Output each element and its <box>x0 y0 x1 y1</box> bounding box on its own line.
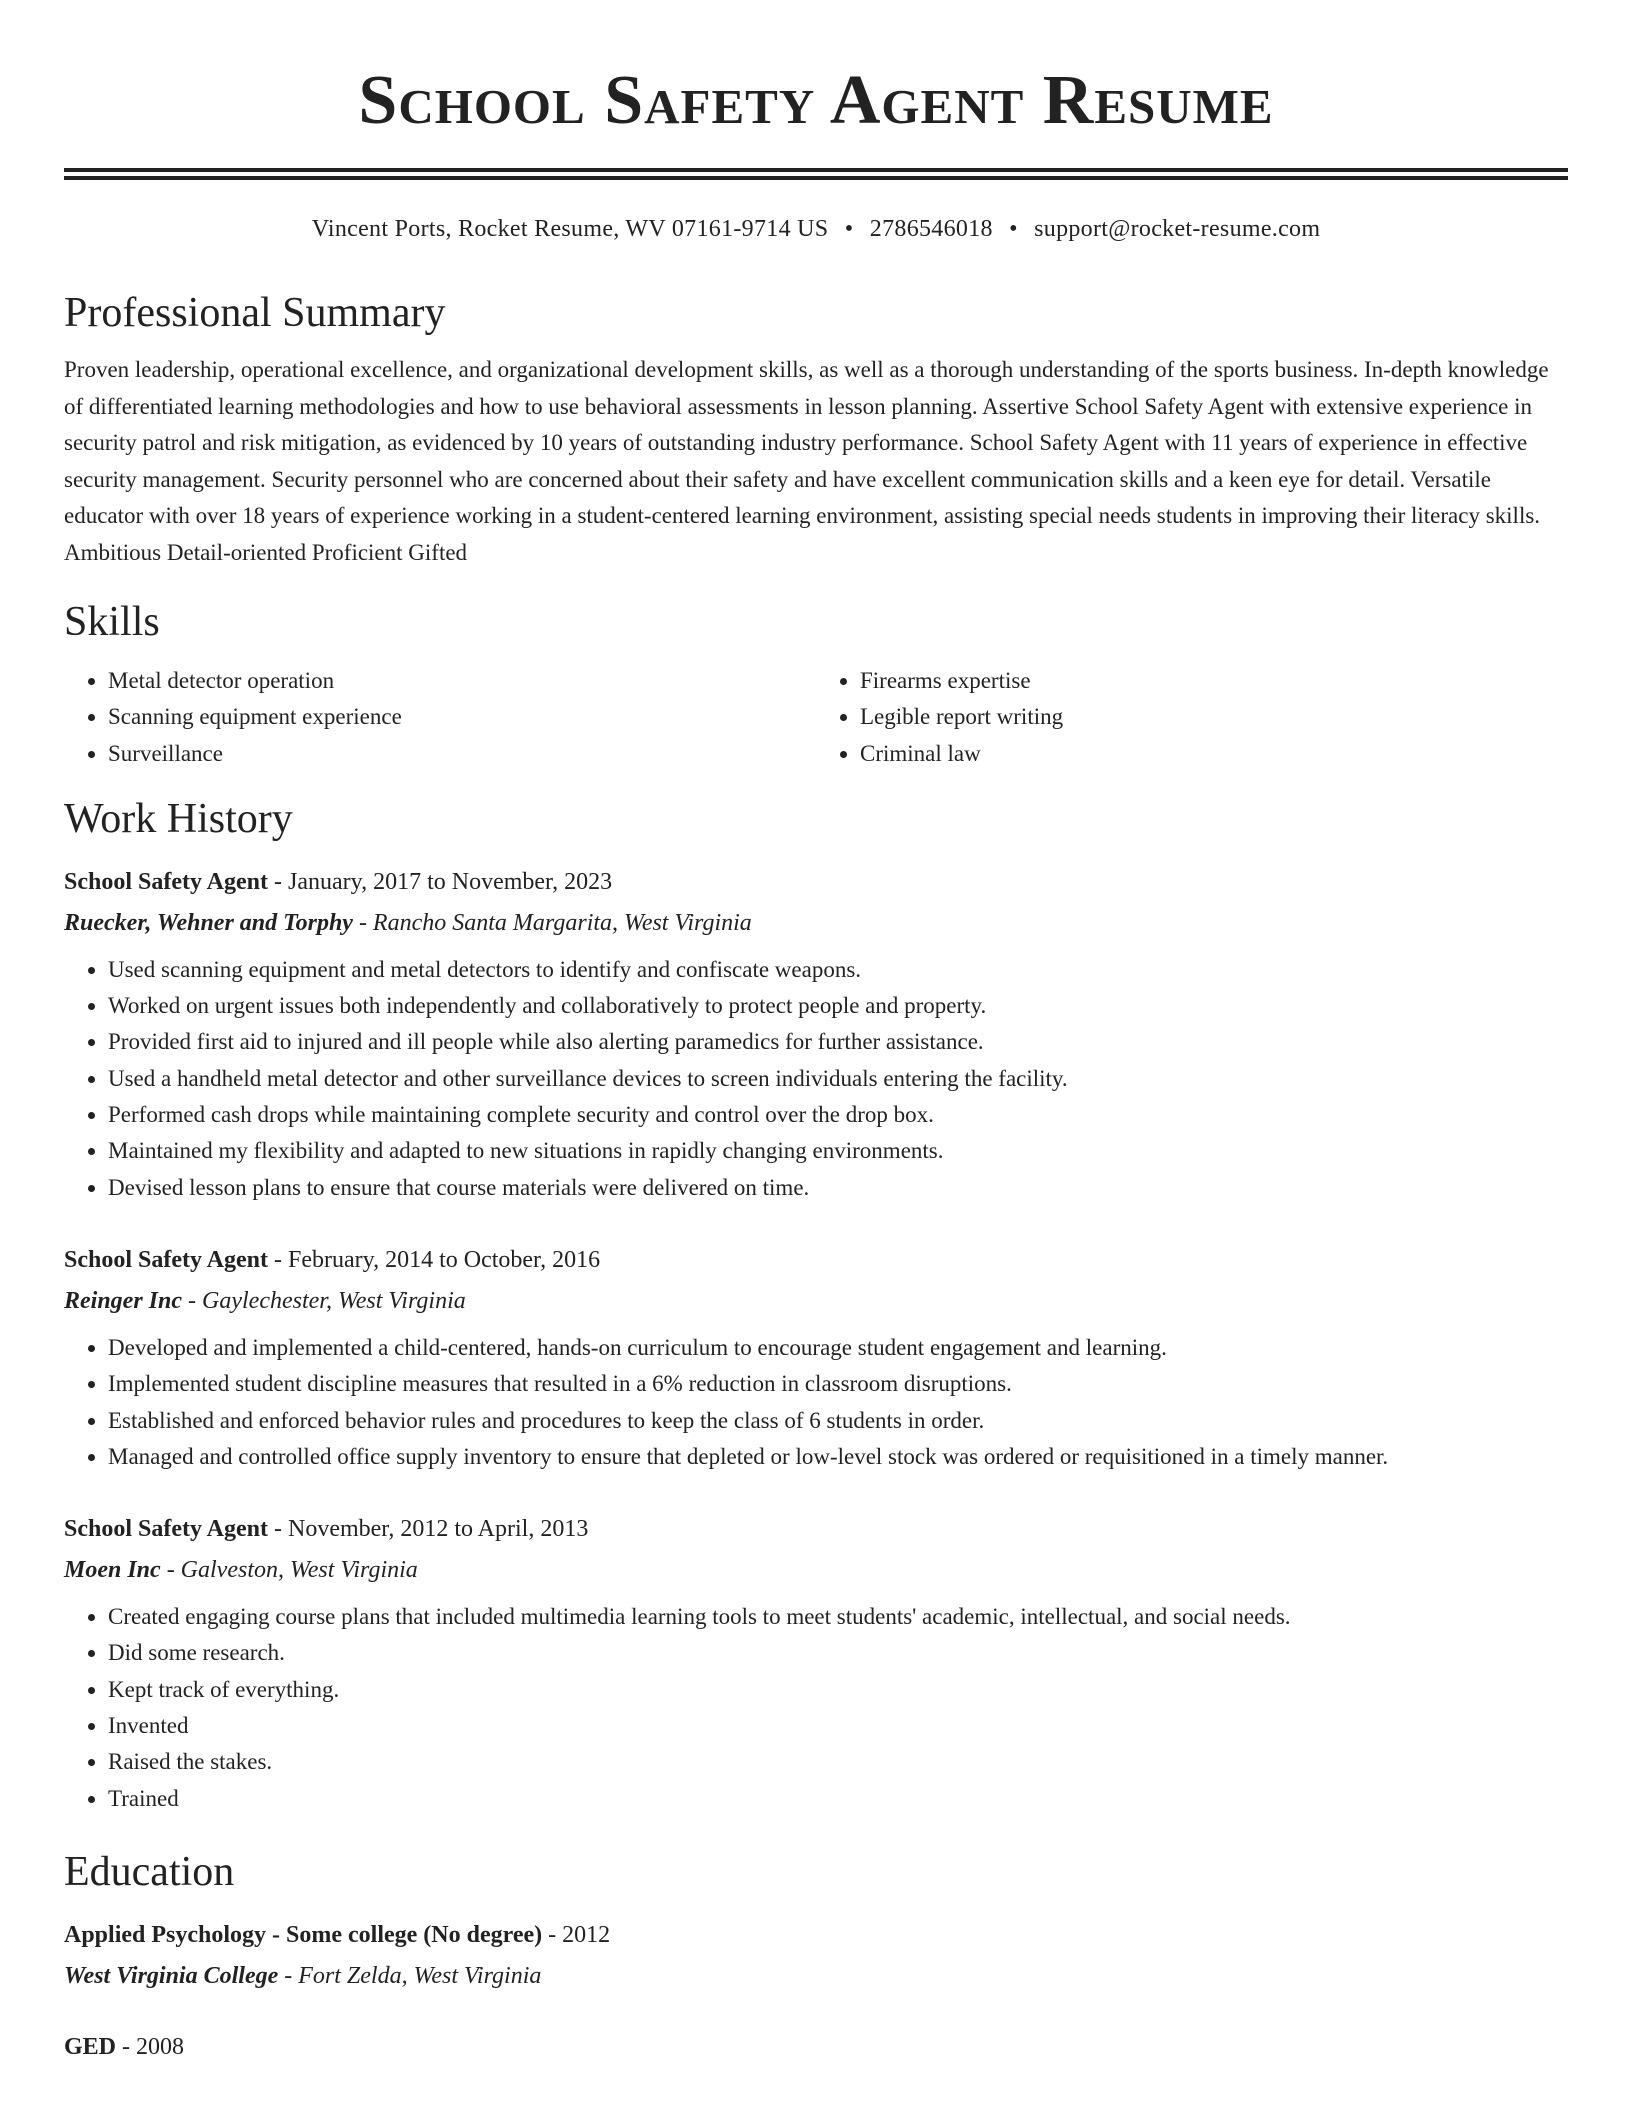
education-heading: Education <box>64 1848 235 1895</box>
company-line <box>64 904 1568 942</box>
skill-item: • Scanning equipment experience <box>108 699 816 735</box>
degree-name: Applied Psychology - Some college (No degree) <box>64 1921 543 1948</box>
job-bullet: • Established and enforced behavior rules and procedures to keep the class of 6 students in order. <box>108 1403 1568 1439</box>
job-bullet: • Raised the stakes. <box>108 1744 1568 1780</box>
job-bullet: • Kept track of everything. <box>108 1672 1568 1708</box>
job-bullet: • Invented <box>108 1708 1568 1744</box>
resume-title: School Safety Agent Resume <box>358 62 1274 139</box>
skill-item: • Legible report writing <box>860 699 1568 735</box>
degree-year: - 2008 <box>116 2033 185 2060</box>
title-rule-thin <box>64 176 1568 180</box>
degree-line <box>64 2029 1568 2065</box>
job-bullets <box>64 1599 1568 1817</box>
job-bullet: • Developed and implemented a child-centered, hands-on curriculum to encourage student engagement and learning. <box>108 1330 1568 1366</box>
company-line <box>64 1551 1568 1589</box>
job-title-line <box>64 1511 1568 1547</box>
company-name: Moen Inc <box>64 1557 161 1584</box>
degree-name: GED <box>64 2033 117 2060</box>
company-line <box>64 1282 1568 1320</box>
contact-email: support@rocket-resume.com <box>1034 216 1321 242</box>
school-line <box>64 1957 1568 1995</box>
degree-line <box>64 1917 1568 1953</box>
skills-column-right <box>816 663 1568 772</box>
school-name: West Virginia College <box>64 1962 279 1989</box>
job-bullet: • Worked on urgent issues both independently and collaboratively to protect people and property. <box>108 988 1568 1024</box>
job-title: School Safety Agent <box>64 1246 268 1273</box>
job-bullet: • Implemented student discipline measures that resulted in a 6% reduction in classroom disruptions. <box>108 1366 1568 1402</box>
job-bullet: • Performed cash drops while maintaining complete security and control over the drop box. <box>108 1097 1568 1133</box>
contact-address: Vincent Ports, Rocket Resume, WV 07161-9714 US <box>311 216 829 242</box>
contact-line <box>64 214 1568 244</box>
skills-heading: Skills <box>64 599 160 645</box>
job-bullet: • Trained <box>108 1781 1568 1817</box>
skills-column-left <box>64 663 816 772</box>
company-location: - Gaylechester, West Virginia <box>182 1287 466 1314</box>
skill-item: • Surveillance <box>108 736 816 772</box>
contact-phone: 2786546018 <box>869 216 993 242</box>
work-history-heading: Work History <box>64 795 293 842</box>
job-title: School Safety Agent <box>64 1516 268 1543</box>
company-name: Ruecker, Wehner and Torphy <box>64 909 353 936</box>
skills-list <box>64 663 1568 772</box>
job-bullet: • Used scanning equipment and metal detectors to identify and confiscate weapons. <box>108 952 1568 988</box>
job-bullets <box>64 1330 1568 1475</box>
contact-separator: • <box>1009 216 1018 242</box>
job-dates: - November, 2012 to April, 2013 <box>268 1516 589 1543</box>
skill-item: • Criminal law <box>860 736 1568 772</box>
company-location: - Galveston, West Virginia <box>160 1557 418 1584</box>
job-bullet: • Did some research. <box>108 1635 1568 1671</box>
education-entry <box>64 2029 1568 2065</box>
job-bullet: • Devised lesson plans to ensure that course materials were delivered on time. <box>108 1170 1568 1206</box>
job-entry <box>64 1242 1568 1475</box>
job-bullet: • Provided first aid to injured and ill people while also alerting paramedics for further assistance. <box>108 1024 1568 1060</box>
job-title-line <box>64 1242 1568 1278</box>
company-location: - Rancho Santa Margarita, West Virginia <box>352 909 752 936</box>
summary-text: Proven leadership, operational excellence, and organizational development skills, as well as a thorough understanding of the sports business. In-depth knowledge of differentiated learning methodologies and how to use behavioral assessments in lesson planning. Assertive School Safety Agent with extensive experience in security patrol and risk mitigation, as evidenced by 10 years of outstanding industry performance. School Safety Agent with 11 years of experience in effective security management. Security personnel who are concerned about their safety and have excellent communication skills and a keen eye for detail. Versatile educator with over 18 years of experience working in a student-centered learning environment, assisting special needs students in improving their literacy skills. Ambitious Detail-oriented Proficient Gifted <box>64 357 1549 565</box>
summary-heading: Professional Summary <box>64 290 446 336</box>
job-bullet: • Created engaging course plans that included multimedia learning tools to meet students' academic, intellectual, and social needs. <box>108 1599 1568 1635</box>
skill-item: • Metal detector operation <box>108 663 816 699</box>
skill-item: • Firearms expertise <box>860 663 1568 699</box>
job-dates: - February, 2014 to October, 2016 <box>268 1246 601 1273</box>
school-location: - Fort Zelda, West Virginia <box>278 1962 542 1989</box>
degree-year: - 2012 <box>542 1921 611 1948</box>
job-bullet: • Managed and controlled office supply inventory to ensure that depleted or low-level stock was ordered or requisitioned in a timely manner. <box>108 1439 1568 1475</box>
job-bullet: • Maintained my flexibility and adapted to new situations in rapidly changing environments. <box>108 1133 1568 1169</box>
job-title-line <box>64 864 1568 900</box>
job-bullet: • Used a handheld metal detector and other surveillance devices to screen individuals entering the facility. <box>108 1061 1568 1097</box>
title-rule-thick <box>64 168 1568 172</box>
job-title: School Safety Agent <box>64 868 268 895</box>
job-bullets <box>64 952 1568 1206</box>
job-dates: - January, 2017 to November, 2023 <box>268 868 613 895</box>
education-entry <box>64 1917 1568 1995</box>
job-entry <box>64 864 1568 1206</box>
job-entry <box>64 1511 1568 1817</box>
contact-separator: • <box>844 216 854 242</box>
company-name: Reinger Inc <box>64 1287 183 1314</box>
